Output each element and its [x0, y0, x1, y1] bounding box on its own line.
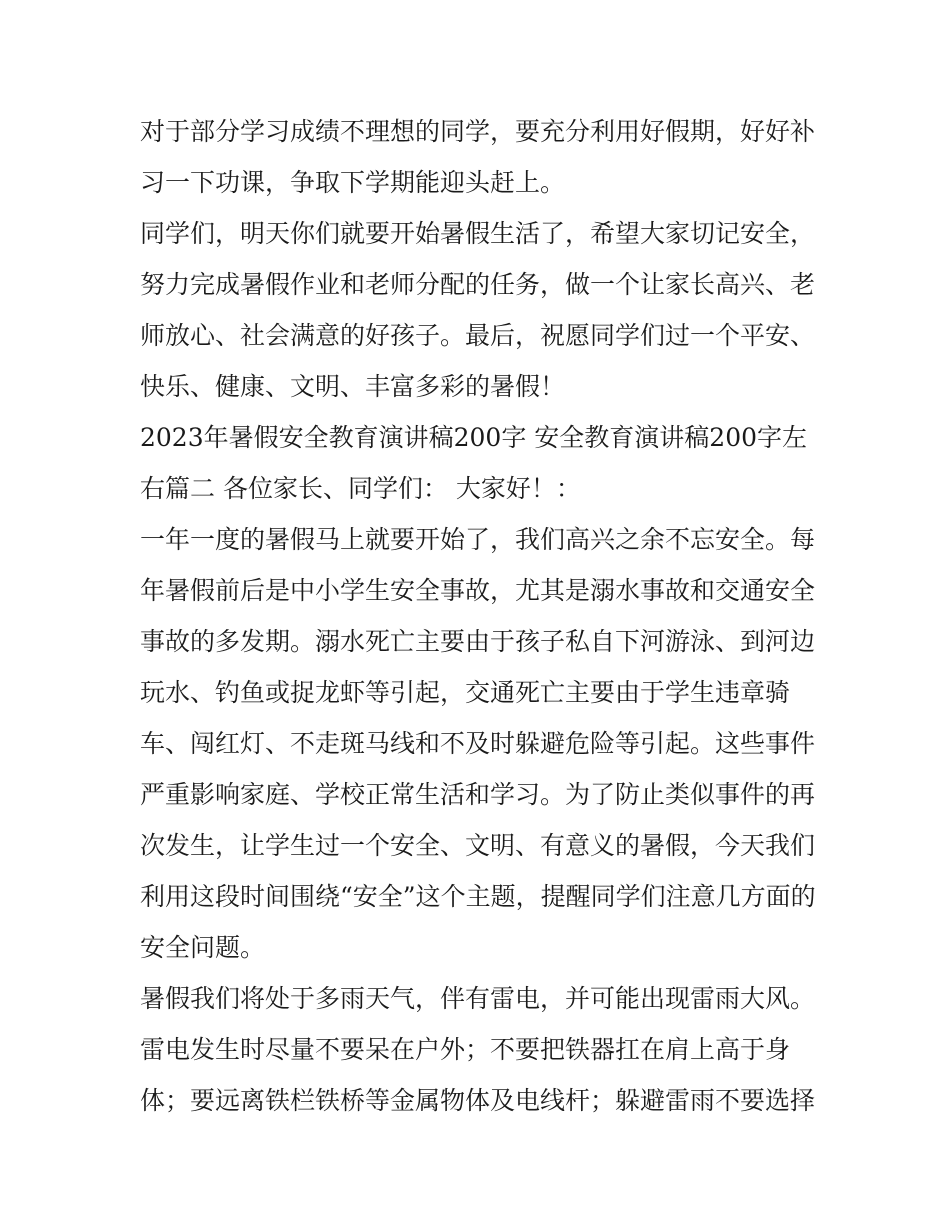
text-line: 同学们，明天你们就要开始暑假生活了，希望大家切记安全， [140, 219, 816, 248]
text-line: 雷电发生时尽量不要呆在户外；不要把铁器扛在肩上高于身 [140, 1035, 791, 1064]
document-body [140, 106, 820, 1126]
text-line: 暑假我们将处于多雨天气，伴有雷电，并可能出现雷雨大风。 [140, 984, 816, 1013]
text-line: 安全问题。 [140, 933, 266, 962]
text-line: 一年一度的暑假马上就要开始了，我们高兴之余不忘安全。每 [140, 525, 816, 554]
text-line: 年暑假前后是中小学生安全事故，尤其是溺水事故和交通安全 [140, 576, 816, 605]
text-line: 车、闯红灯、不走斑马线和不及时躲避危险等引起。这些事件 [140, 729, 816, 758]
text-line: 事故的多发期。溺水死亡主要由于孩子私自下河游泳、到河边 [140, 627, 816, 656]
text-line: 2023年暑假安全教育演讲稿200字 安全教育演讲稿200字左 [140, 423, 808, 452]
text-line: 努力完成暑假作业和老师分配的任务，做一个让家长高兴、老 [140, 270, 816, 299]
text-line: 右篇二 各位家长、同学们： 大家好！： [140, 474, 581, 503]
text-line: 严重影响家庭、学校正常生活和学习。为了防止类似事件的再 [140, 780, 816, 809]
text-line: 玩水、钓鱼或捉龙虾等引起，交通死亡主要由于学生违章骑 [140, 678, 791, 707]
text-line: 师放心、社会满意的好孩子。最后，祝愿同学们过一个平安、 [140, 321, 816, 350]
text-line: 次发生，让学生过一个安全、文明、有意义的暑假，今天我们 [140, 831, 816, 860]
text-line: 快乐、健康、文明、丰富多彩的暑假！ [140, 372, 566, 401]
text-line: 利用这段时间围绕“安全”这个主题，提醒同学们注意几方面的 [140, 882, 816, 911]
text-line: 习一下功课，争取下学期能迎头赶上。 [140, 168, 566, 197]
text-line: 体；要远离铁栏铁桥等金属物体及电线杆；躲避雷雨不要选择 [140, 1086, 816, 1115]
text-line: 对于部分学习成绩不理想的同学，要充分利用好假期，好好补 [140, 117, 816, 146]
